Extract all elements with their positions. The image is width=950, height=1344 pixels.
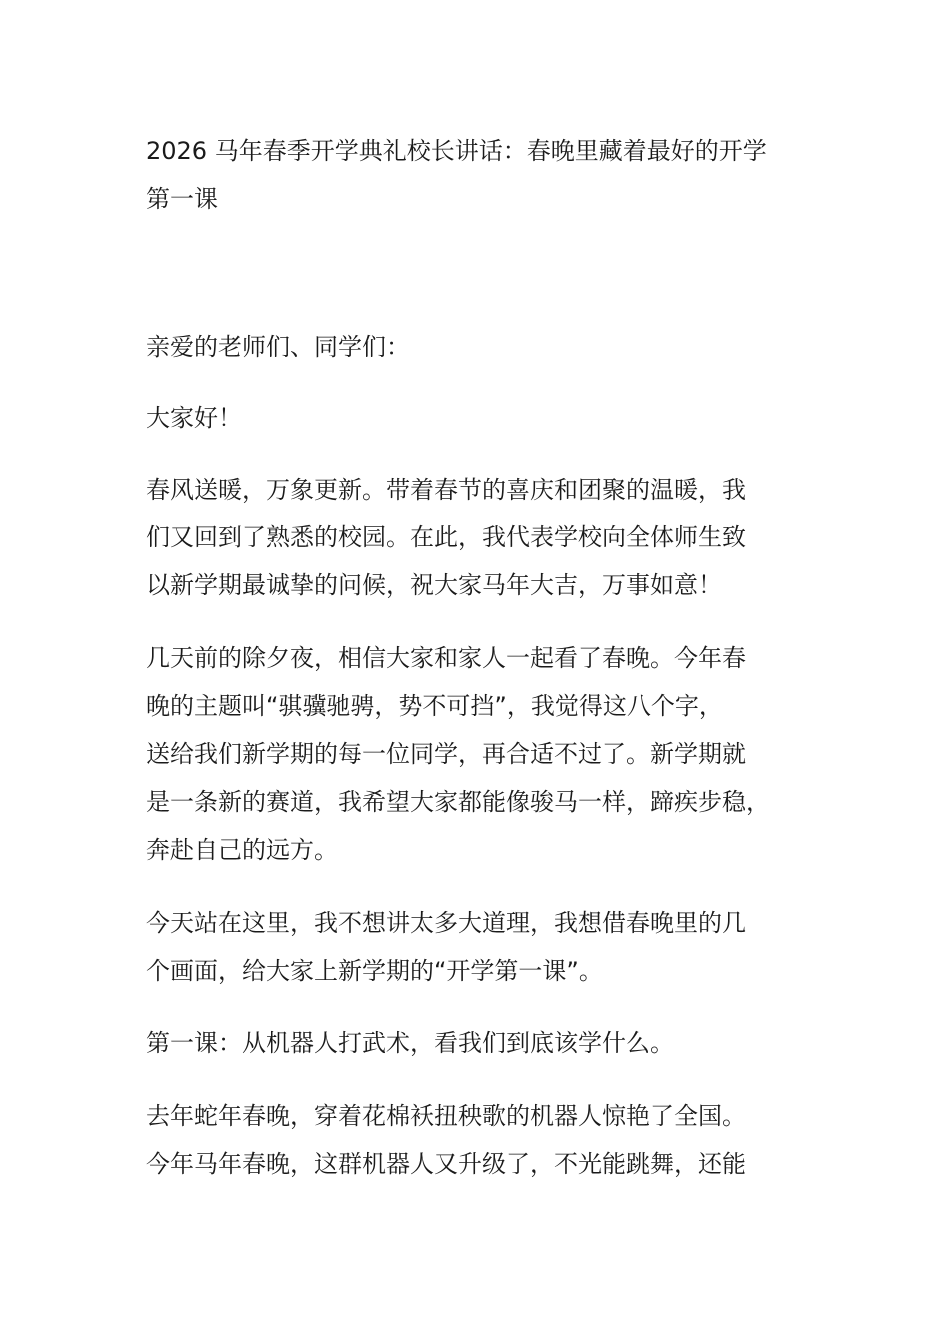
document-title-line-1: 2026 马年春季开学典礼校长讲话：春晚里藏着最好的开学 bbox=[146, 137, 767, 165]
paragraph-2-line-2: 晚的主题叫“骐骥驰骋，势不可挡”，我觉得这八个字， bbox=[146, 692, 723, 720]
paragraph-2-line-1: 几天前的除夕夜，相信大家和家人一起看了春晚。今年春 bbox=[146, 644, 746, 672]
salutation: 亲爱的老师们、同学们： bbox=[146, 333, 410, 361]
paragraph-4-line-2: 今年马年春晚，这群机器人又升级了，不光能跳舞，还能 bbox=[146, 1150, 746, 1178]
paragraph-3-line-1: 今天站在这里，我不想讲太多大道理，我想借春晚里的几 bbox=[146, 909, 746, 937]
greeting: 大家好！ bbox=[146, 404, 242, 432]
paragraph-3-line-2: 个画面，给大家上新学期的“开学第一课”。 bbox=[146, 957, 603, 985]
section-1-heading: 第一课：从机器人打武术，看我们到底该学什么。 bbox=[146, 1029, 674, 1057]
paragraph-2-line-3: 送给我们新学期的每一位同学，再合适不过了。新学期就 bbox=[146, 740, 746, 768]
paragraph-4-line-1: 去年蛇年春晚，穿着花棉袄扭秧歌的机器人惊艳了全国。 bbox=[146, 1102, 746, 1130]
paragraph-1-line-3: 以新学期最诚挚的问候，祝大家马年大吉，万事如意！ bbox=[146, 571, 722, 599]
document-title-line-2: 第一课 bbox=[146, 185, 218, 213]
paragraph-1-line-2: 们又回到了熟悉的校园。在此，我代表学校向全体师生致 bbox=[146, 523, 746, 551]
paragraph-2-line-4: 是一条新的赛道，我希望大家都能像骏马一样，蹄疾步稳， bbox=[146, 788, 770, 816]
paragraph-2-line-5: 奔赴自己的远方。 bbox=[146, 836, 338, 864]
paragraph-1-line-1: 春风送暖，万象更新。带着春节的喜庆和团聚的温暖，我 bbox=[146, 476, 746, 504]
